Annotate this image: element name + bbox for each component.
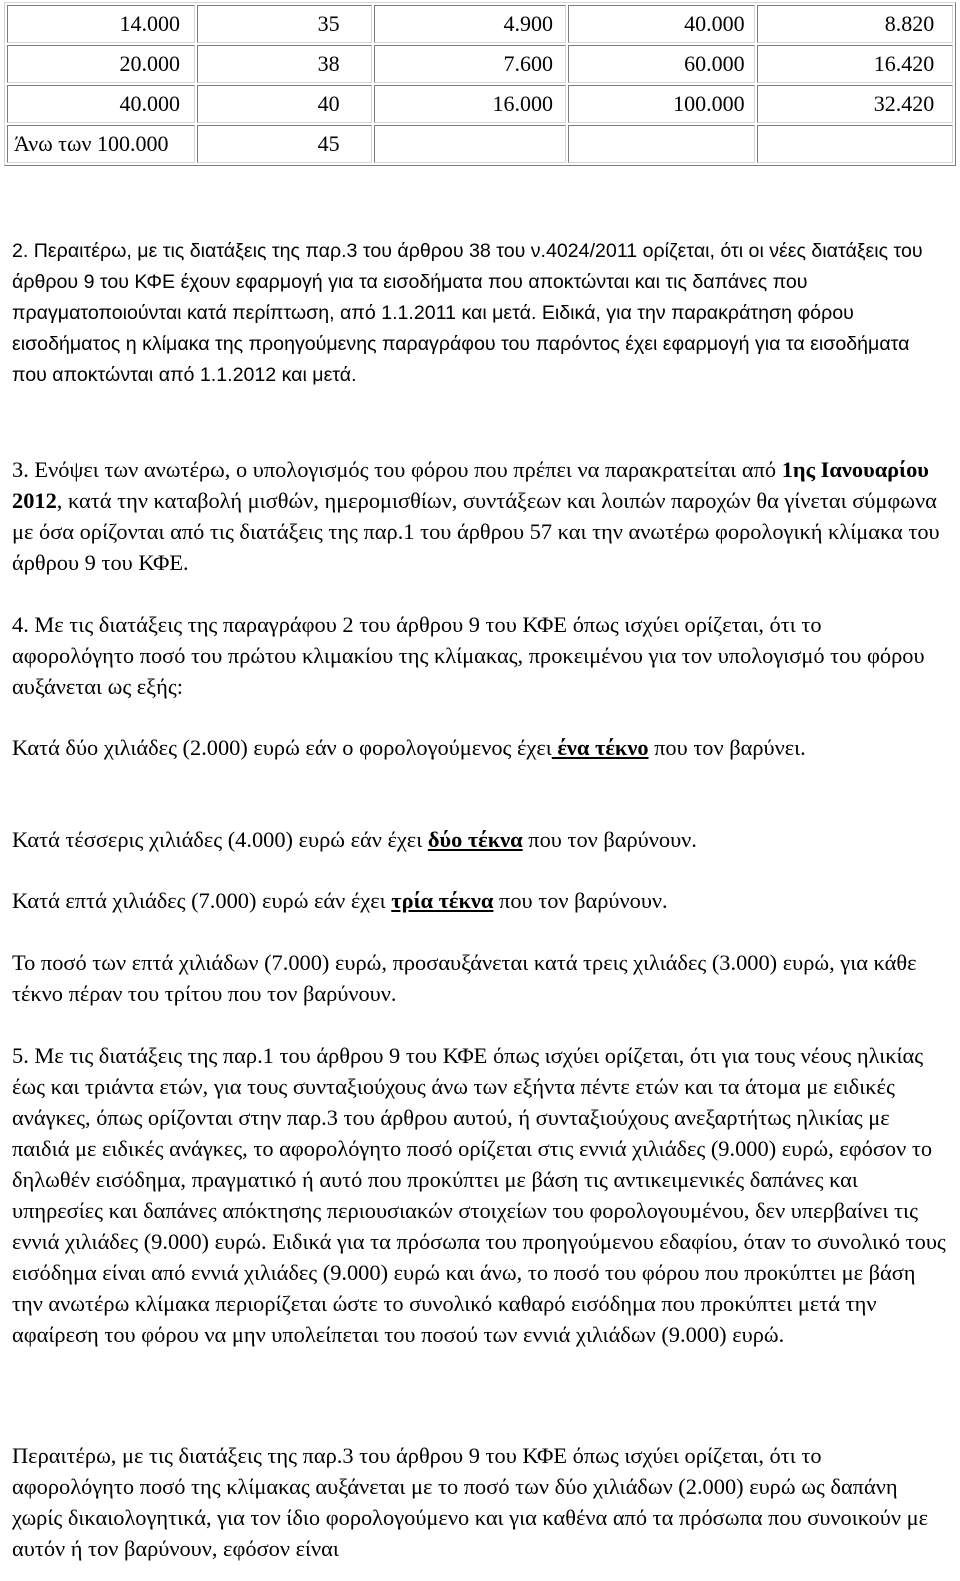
table-cell: 40.000 (568, 5, 756, 43)
table-cell: 16.000 (374, 85, 566, 123)
paragraph-2: 2. Περαιτέρω, με τις διατάξεις της παρ.3 του άρθρου 38 του ν.4024/2011 ορίζεται, ότι οι νέες διατάξεις του άρθρου 9 του ΚΦΕ έχουν εφαρμογή για τα εισοδήματα που αποκτώνται και τις δαπάνες που πραγματοποιούνται κατά περίπτωση, από 1.1.2011 και μετά. Ειδικά, για την παρακράτηση φόρου εισοδήματος η κλίμακα της προηγούμενης παραγράφου του παρόντος έχει εφαρμογή για τα εισοδήματα που αποκτώνται από 1.1.2012 και μετά. (12, 240, 923, 386)
paragraph-4c-text-a: Κατά επτά χιλιάδες (7.000) ευρώ εάν έχει (12, 888, 392, 913)
table-cell: 40.000 (7, 85, 195, 123)
table-cell: 100.000 (568, 85, 756, 123)
paragraph-4a-text-a: Κατά δύο χιλιάδες (2.000) ευρώ εάν ο φορολογούμενος έχει (12, 735, 552, 760)
table-cell: 35 (197, 5, 372, 43)
paragraph-4a-emphasis: ένα τέκνο (551, 735, 649, 760)
paragraph-4a-text-b: που τον βαρύνει. (648, 735, 806, 760)
table-cell: 14.000 (7, 5, 195, 43)
paragraph-5: 5. Με τις διατάξεις της παρ.1 του άρθρου 9 του ΚΦΕ όπως ισχύει ορίζεται, ότι για τους νέους ηλικίας έως και τριάντα ετών, για τους συνταξιούχους άνω των εξήντα πέντε ετών και τα άτομα με ειδικές ανάγκες, όπως ορίζονται στην παρ.3 του άρθρου αυτού, ή συνταξιούχους ανεξαρτήτως ηλικίας με παιδιά με ειδικές ανάγκες, το αφορολόγητο ποσό ορίζεται στις εννιά χιλιάδες (9.000) ευρώ, εφόσον το δηλωθέν εισόδημα, πραγματικό ή αυτό που προκύπτει με βάση τις αντικειμενικές δαπάνες και υπηρεσίες και δαπάνες απόκτησης περιουσιακών στοιχείων του φορολογουμένου, δεν υπερβαίνει τις εννιά χιλιάδες (9.000) ευρώ. Ειδικά για τα πρόσωπα του προηγούμενου εδαφίου, όταν το συνολικό τους εισόδημα είναι από εννιά χιλιάδες (9.000) ευρώ και άνω, το ποσό του φόρου που προκύπτει με βάση την ανωτέρω κλίμακα περιορίζεται ώστε το συνολικό καθαρό εισόδημα που προκύπτει μετά την αφαίρεση του φόρου να μην υπολείπεται του ποσού των εννιά χιλιάδων (9.000) ευρώ. (12, 1043, 946, 1347)
table-cell: 45 (197, 125, 372, 163)
table-cell: 20.000 (7, 45, 195, 83)
paragraph-6: Περαιτέρω, με τις διατάξεις της παρ.3 του άρθρου 9 του ΚΦΕ όπως ισχύει ορίζεται, ότι το αφορολόγητο ποσό της κλίμακας αυξάνεται με το ποσό των δύο χιλιάδων (2.000) ευρώ ως δαπάνη χωρίς δικαιολογητικά, για τον ίδιο φορολογούμενο και για καθένα από τα πρόσωπα που συνοικούν με αυτόν ή τον βαρύνουν, εφόσον είναι (12, 1443, 928, 1561)
tax-scale-table (4, 2, 956, 166)
table-cell (757, 125, 953, 163)
table-row (7, 45, 953, 83)
table-cell: 32.420 (757, 85, 953, 123)
table-cell: 40 (197, 85, 372, 123)
paragraph-3-text-b: , κατά την καταβολή μισθών, ημερομισθίων, συντάξεων και λοιπών παροχών θα γίνεται σύμφωνα με όσα ορίζονται από τις διατάξεις της παρ.1 του άρθρου 57 και την ανωτέρω φορολογική κλίμακα του άρθρου 9 του ΚΦΕ. (12, 488, 940, 575)
paragraph-4: 4. Με τις διατάξεις της παραγράφου 2 του άρθρου 9 του ΚΦΕ όπως ισχύει ορίζεται, ότι το αφορολόγητο ποσό του πρώτου κλιμακίου της κλίμακας, προκειμένου για τον υπολογισμό του φόρου αυξάνεται ως εξής: (12, 612, 925, 699)
table-cell (374, 125, 566, 163)
paragraph-3-text-a: 3. Ενόψει των ανωτέρω, ο υπολογισμός του φόρου που πρέπει να παρακρατείται από (12, 457, 782, 482)
table-row (7, 85, 953, 123)
paragraph-3 (12, 454, 948, 578)
table-cell: Άνω των 100.000 (7, 125, 195, 163)
table-cell: 8.820 (757, 5, 953, 43)
paragraph-4b (12, 824, 948, 855)
paragraph-4c (12, 885, 948, 916)
table-cell (568, 125, 756, 163)
table-cell: 60.000 (568, 45, 756, 83)
paragraph-4a (12, 732, 948, 763)
paragraph-4b-emphasis: δύο τέκνα (427, 827, 523, 852)
table-cell: 38 (197, 45, 372, 83)
paragraph-3-date: 1ης Ιανουαρίου 2012 (12, 457, 929, 513)
table-row (7, 125, 953, 163)
table-cell: 7.600 (374, 45, 566, 83)
paragraph-4d: Το ποσό των επτά χιλιάδων (7.000) ευρώ, προσαυξάνεται κατά τρεις χιλιάδες (3.000) ευρώ, για κάθε τέκνο πέραν του τρίτου που τον βαρύνουν. (12, 950, 917, 1006)
paragraph-4b-text-a: Κατά τέσσερις χιλιάδες (4.000) ευρώ εάν έχει (12, 827, 428, 852)
paragraph-4c-text-b: που τον βαρύνουν. (493, 888, 668, 913)
table-cell: 16.420 (757, 45, 953, 83)
table-cell: 4.900 (374, 5, 566, 43)
table-row (7, 5, 953, 43)
paragraph-4c-emphasis: τρία τέκνα (391, 888, 494, 913)
paragraph-4b-text-b: που τον βαρύνουν. (522, 827, 697, 852)
